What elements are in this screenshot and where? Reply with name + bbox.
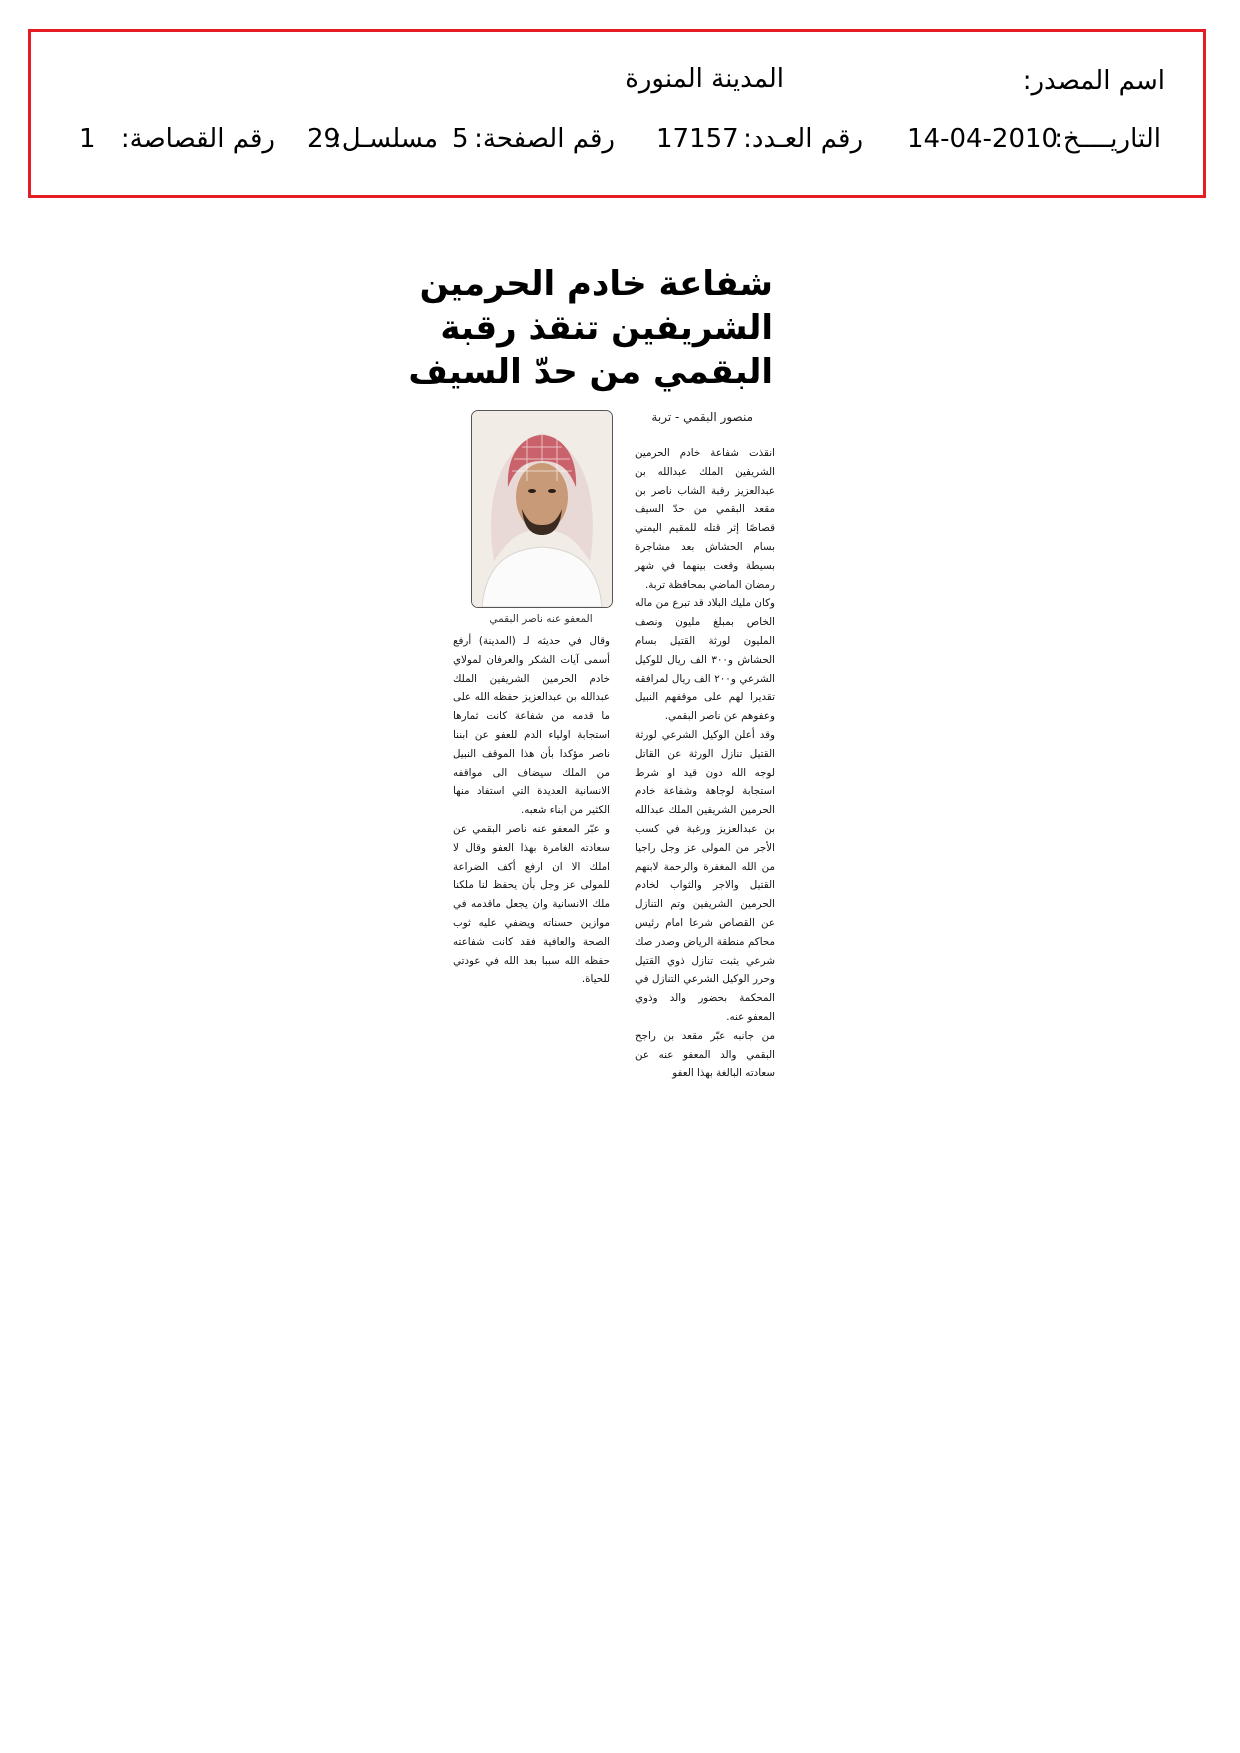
paragraph: و عبّر المعفو عنه ناصر البقمي عن سعادته الغامرة بهذا العفو وقال لا املك الا ان ارفع أكف الضراعة للمولى عز وجل بأن يحفظ لنا ملكنا ملك الانسانية وان يجعل ماقدمه في موازين حسناته ويضفي عليه ثوب الصحة والعافية فقد كانت شفاعته حفظه الله سببا بعد الله في عودتي للحياة. <box>453 822 610 986</box>
headline-line-2: الشريفين تنقذ رقبة <box>440 308 773 348</box>
paragraph: انقذت شفاعة خادم الحرمين الشريفين الملك عبدالله بن عبدالعزيز رقبة الشاب ناصر بن مقعد البقمي من حدّ السيف قصاصًا إثر قتله للمقيم اليمني بسام الحشاش بعد مشاجرة بسيطة وقعت بينهما في شهر رمضان الماضي بمحافظة تربة. <box>635 447 775 591</box>
serial-value: 29 <box>307 124 341 154</box>
article-column-right <box>635 444 775 1083</box>
person-portrait-icon <box>472 411 612 607</box>
issue-value: 17157 <box>656 124 739 154</box>
source-value: المدينة المنورة <box>625 64 784 94</box>
clip-label: رقم القصاصة: <box>120 124 275 154</box>
paragraph: وقال في حديثه لـ (المدينة) أرفع أسمى آيات الشكر والعرفان لمولاي خادم الحرمين الشريفين الملك عبدالله بن عبدالعزيز حفظه الله على ما قدمه من شفاعة كانت ثمارها استجابة اولياء الدم للعفو عن ابننا ناصر مؤكدا بأن هذا الموقف النبيل من الملك سيضاف الى مواقفه الانسانية العديدة التي استفاد منها الكثير من ابناء شعبه. <box>453 635 610 817</box>
source-label: اسم المصدر: <box>1022 66 1165 96</box>
portrait-photo <box>471 410 613 608</box>
headline-line-1: شفاعة خادم الحرمين <box>419 264 773 304</box>
page-label: رقم الصفحة: <box>474 124 615 154</box>
date-value: 14-04-2010 <box>907 124 1059 154</box>
issue-label: رقم العـدد: <box>743 124 863 154</box>
date-label: التاريــــخ: <box>1054 124 1161 154</box>
paragraph: وكان مليك البلاد قد تبرع من ماله الخاص بمبلغ مليون ونصف المليون لورثة القتيل بسام الحشاش و٣٠٠ الف ريال للوكيل الشرعي و٢٠٠ الف ريال لمرافقه تقديرا لهم على موقفهم النبيل وعفوهم عن ناصر البقمي. <box>635 597 776 723</box>
photo-caption: المعفو عنه ناصر البقمي <box>489 613 593 625</box>
page-value: 5 <box>452 124 469 154</box>
paragraph: من جانبه عبّر مقعد بن راجح البقمي والد المعفو عنه عن سعادته البالغة بهذا العفو <box>635 1029 775 1080</box>
article-byline: منصور البقمي - تربة <box>651 410 753 424</box>
clipping-info-frame <box>28 29 1206 198</box>
paragraph: وقد أعلن الوكيل الشرعي لورثة القتيل تنازل الورثة عن القاتل لوجه الله دون قيد او شرط استجابة لوجاهة وشفاعة خادم الحرمين الشريفين الملك عبدالله بن عبدالعزيز ورغبة في كسب الأجر من المولى عز وجل راجيا من الله المغفرة والرحمة لابنهم القتيل والاجر والثواب لخادم الحرمين الشريفين وتم التنازل عن القصاص شرعا امام رئيس محاكم منطقة الرياض وصدر صك شرعي يثبت تنازل ذوي القتيل وحرر الوكيل الشرعي التنازل في المحكمة بحضور والد وذوي المعفو عنه. <box>635 728 775 1023</box>
article-headline <box>408 262 773 394</box>
headline-line-3: البقمي من حدّ السيف <box>408 352 773 392</box>
serial-label: مسلسـل: <box>333 124 438 154</box>
article-column-left <box>453 632 610 989</box>
clip-value: 1 <box>79 124 96 154</box>
